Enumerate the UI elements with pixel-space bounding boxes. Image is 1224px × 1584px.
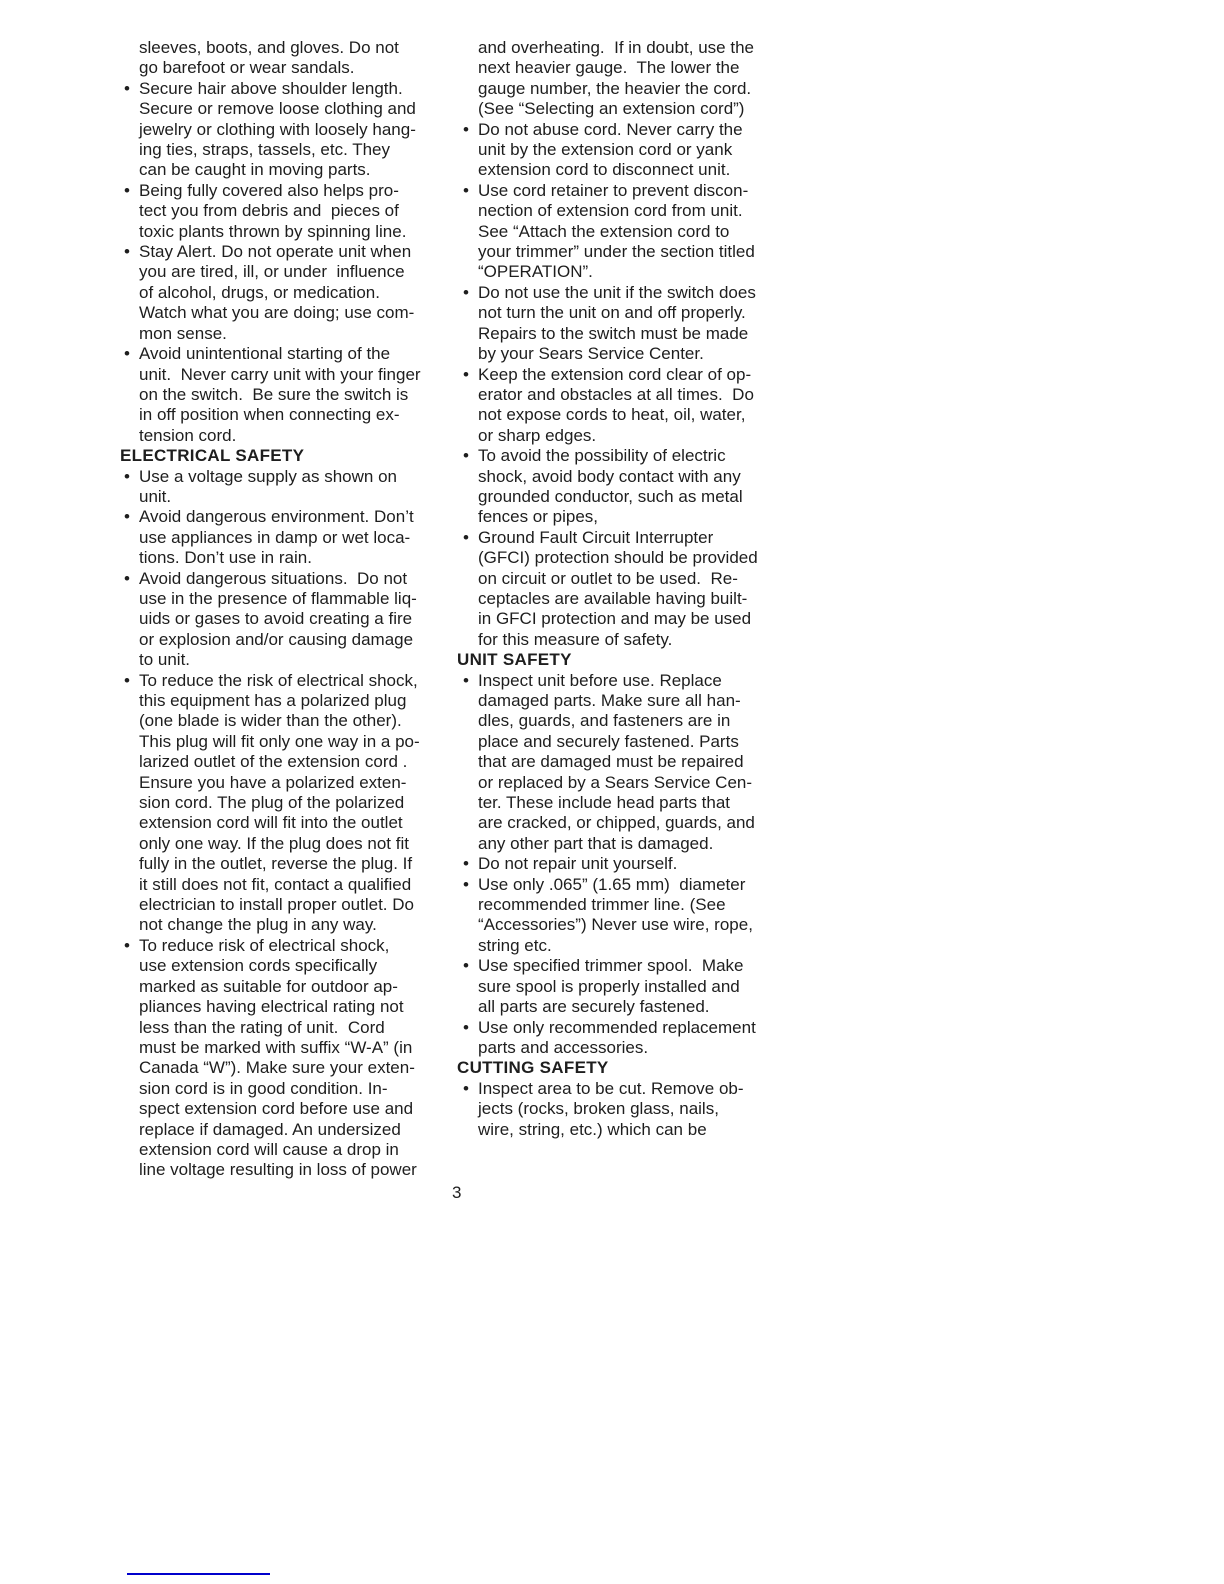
text-line: spect extension cord before use and (139, 1099, 414, 1119)
bullet-marker: • (463, 282, 469, 302)
text-line: sion cord is in good condition. In- (139, 1078, 388, 1098)
bullet-item (457, 365, 802, 447)
text-line: Use specified trimmer spool. Make (478, 956, 744, 976)
text-line: To reduce the risk of electrical shock, (139, 670, 418, 690)
text-line: Stay Alert. Do not operate unit when (139, 242, 412, 262)
section-heading: UNIT SAFETY (457, 650, 572, 670)
bullet-marker: • (463, 1017, 469, 1037)
bullet-item (120, 181, 455, 242)
section-heading: CUTTING SAFETY (457, 1058, 609, 1078)
text-line: Watch what you are doing; use com- (139, 303, 415, 323)
text-line: Use only .065” (1.65 mm) diameter (478, 874, 746, 894)
text-line: replace if damaged. An undersized (139, 1119, 401, 1139)
section-heading: ELECTRICAL SAFETY (120, 446, 305, 466)
text-line: Secure or remove loose clothing and (139, 99, 416, 119)
text-line: unit. Never carry unit with your finger (139, 364, 421, 384)
text-line: Inspect unit before use. Replace (478, 670, 722, 690)
bullet-marker: • (124, 568, 130, 588)
text-line: ing ties, straps, tassels, etc. They (139, 140, 391, 160)
bullet-item (457, 181, 802, 283)
text-line: Do not abuse cord. Never carry the (478, 119, 743, 139)
bullet-marker: • (124, 670, 130, 690)
text-line: only one way. If the plug does not fit (139, 833, 409, 853)
text-line: Ensure you have a polarized exten- (139, 772, 407, 792)
bullet-item (120, 79, 455, 181)
text-line: Use only recommended replacement (478, 1017, 756, 1037)
text-line: not change the plug in any way. (139, 915, 377, 935)
text-line: are cracked, or chipped, guards, and (478, 813, 755, 833)
bullet-item (120, 671, 455, 936)
text-line: or replaced by a Sears Service Cen- (478, 772, 753, 792)
bullet-item (457, 854, 802, 874)
text-line: less than the rating of unit. Cord (139, 1017, 385, 1037)
text-line: Avoid unintentional starting of the (139, 344, 391, 364)
text-line: sleeves, boots, and gloves. Do not (139, 38, 399, 57)
text-line: extension cord will fit into the outlet (139, 813, 403, 833)
text-line: this equipment has a polarized plug (139, 691, 407, 710)
bullet-item (457, 671, 802, 855)
bullet-marker: • (124, 466, 130, 486)
text-line: To avoid the possibility of electric (478, 446, 726, 466)
bullet-marker: • (463, 854, 469, 874)
text-line: fully in the outlet, reverse the plug. If (139, 854, 413, 874)
text-line: Canada “W”). Make sure your exten- (139, 1058, 415, 1078)
text-line: string etc. (478, 935, 552, 955)
text-line: “OPERATION”. (478, 262, 593, 282)
text-line: damaged parts. Make sure all han- (478, 691, 741, 710)
bullet-item (120, 569, 455, 671)
left-column (120, 38, 455, 1181)
bullet-item (457, 120, 802, 181)
text-line: Secure hair above shoulder length. (139, 78, 403, 98)
text-line: See “Attach the extension cord to (478, 221, 730, 241)
text-line: or explosion and/or causing damage (139, 629, 414, 649)
bullet-item (457, 283, 802, 365)
text-line: This plug will fit only one way in a po- (139, 731, 420, 751)
text-line: recommended trimmer line. (See (478, 895, 726, 915)
bullet-item (457, 875, 802, 957)
text-line: line voltage resulting in loss of power (139, 1160, 417, 1180)
text-line: next heavier gauge. The lower the (478, 58, 740, 78)
text-line: on circuit or outlet to be used. Re- (478, 568, 738, 588)
text-line: toxic plants thrown by spinning line. (139, 221, 407, 241)
bullet-marker: • (463, 180, 469, 200)
bullet-marker: • (463, 670, 469, 690)
text-line: all parts are securely fastened. (478, 997, 710, 1017)
text-line: marked as suitable for outdoor ap- (139, 976, 398, 996)
text-line: unit by the extension cord or yank (478, 140, 733, 160)
text-line: it still does not fit, contact a qualified (139, 874, 412, 894)
bullet-item (457, 1018, 802, 1059)
text-line: place and securely fastened. Parts (478, 731, 739, 751)
text-line: you are tired, ill, or under influence (139, 262, 405, 282)
text-line: uids or gases to avoid creating a fire (139, 609, 413, 629)
text-line: use appliances in damp or wet loca- (139, 527, 411, 547)
text-line: parts and accessories. (478, 1037, 649, 1057)
text-line: in GFCI protection and may be used (478, 609, 752, 629)
text-line: grounded conductor, such as metal (478, 486, 743, 506)
text-line: extension cord to disconnect unit. (478, 160, 731, 180)
bullet-marker: • (463, 874, 469, 894)
text-line: sion cord. The plug of the polarized (139, 793, 405, 813)
bullet-marker: • (124, 180, 130, 200)
text-line: ceptacles are available having built- (478, 588, 748, 608)
text-line: fences or pipes, (478, 507, 599, 527)
text-line: larized outlet of the extension cord . (139, 752, 408, 772)
text-line: use extension cords specifically (139, 956, 378, 976)
text-line: (one blade is wider than the other). (139, 711, 402, 731)
bullet-marker: • (124, 935, 130, 955)
text-line: erator and obstacles at all times. Do (478, 384, 754, 404)
text-line: can be caught in moving parts. (139, 160, 371, 180)
text-line: shock, avoid body contact with any (478, 466, 741, 486)
text-line: not expose cords to heat, oil, water, (478, 405, 746, 425)
text-line: not turn the unit on and off properly. (478, 303, 746, 323)
text-line: ter. These include head parts that (478, 793, 731, 813)
paragraph-continuation (457, 38, 802, 120)
text-line: Do not repair unit yourself. (478, 854, 678, 874)
bullet-item (120, 467, 455, 508)
right-column (457, 38, 802, 1140)
text-line: unit. (139, 486, 172, 506)
bullet-item (120, 507, 455, 568)
paragraph-continuation (120, 38, 455, 79)
text-line: (See “Selecting an extension cord”) (478, 99, 745, 119)
bullet-marker: • (124, 344, 130, 364)
text-line: your trimmer” under the section titled (478, 242, 755, 262)
text-line: “Accessories”) Never use wire, rope, (478, 915, 753, 935)
text-line: tions. Don’t use in rain. (139, 548, 312, 568)
text-line: tect you from debris and pieces of (139, 201, 399, 221)
text-line: Avoid dangerous situations. Do not (139, 568, 408, 588)
bullet-marker: • (463, 956, 469, 976)
footer-divider-line (127, 1573, 270, 1575)
bullet-marker: • (463, 1078, 469, 1098)
text-line: and overheating. If in doubt, use the (478, 38, 754, 57)
text-line: by your Sears Service Center. (478, 344, 704, 364)
text-line: To reduce risk of electrical shock, (139, 935, 390, 955)
text-line: pliances having electrical rating not (139, 997, 404, 1017)
text-line: mon sense. (139, 323, 227, 343)
page-number: 3 (452, 1183, 462, 1202)
text-line: go barefoot or wear sandals. (139, 58, 355, 78)
text-line: in off position when connecting ex- (139, 405, 400, 425)
text-line: wire, string, etc.) which can be (478, 1119, 707, 1139)
bullet-marker: • (463, 364, 469, 384)
bullet-item (457, 1079, 802, 1140)
bullet-item (120, 242, 455, 344)
text-line: sure spool is properly installed and (478, 976, 740, 996)
text-line: electrician to install proper outlet. Do (139, 895, 414, 915)
text-line: Use cord retainer to prevent discon- (478, 180, 749, 200)
bullet-marker: • (463, 446, 469, 466)
text-line: or sharp edges. (478, 425, 597, 445)
bullet-marker: • (124, 242, 130, 262)
text-line: dles, guards, and fasteners are in (478, 711, 731, 731)
bullet-item (457, 446, 802, 528)
text-line: (GFCI) protection should be provided (478, 548, 758, 568)
text-line: for this measure of safety. (478, 629, 673, 649)
text-line: Inspect area to be cut. Remove ob- (478, 1078, 744, 1098)
bullet-marker: • (463, 119, 469, 139)
bullet-marker: • (124, 507, 130, 527)
text-line: Ground Fault Circuit Interrupter (478, 527, 714, 547)
text-line: tension cord. (139, 425, 237, 445)
text-line: Repairs to the switch must be made (478, 323, 749, 343)
text-line: Avoid dangerous environment. Don’t (139, 507, 414, 527)
text-line: of alcohol, drugs, or medication. (139, 282, 380, 302)
bullet-item (120, 344, 455, 446)
text-line: Keep the extension cord clear of op- (478, 364, 752, 384)
text-line: use in the presence of flammable liq- (139, 588, 417, 608)
text-line: nection of extension cord from unit. (478, 201, 743, 221)
text-line: jects (rocks, broken glass, nails, (478, 1099, 719, 1119)
text-line: that are damaged must be repaired (478, 752, 744, 772)
text-line: must be marked with suffix “W-A” (in (139, 1037, 413, 1057)
bullet-marker: • (463, 527, 469, 547)
text-line: Do not use the unit if the switch does (478, 282, 756, 302)
text-line: any other part that is damaged. (478, 833, 714, 853)
text-line: Use a voltage supply as shown on (139, 466, 397, 486)
bullet-item (457, 528, 802, 650)
text-line: on the switch. Be sure the switch is (139, 384, 409, 404)
bullet-item (120, 936, 455, 1181)
text-line: jewelry or clothing with loosely hang- (139, 119, 416, 139)
bullet-item (457, 956, 802, 1017)
bullet-marker: • (124, 78, 130, 98)
text-line: Being fully covered also helps pro- (139, 180, 399, 200)
text-line: to unit. (139, 650, 191, 670)
text-line: gauge number, the heavier the cord. (478, 78, 752, 98)
text-line: extension cord will cause a drop in (139, 1139, 399, 1159)
